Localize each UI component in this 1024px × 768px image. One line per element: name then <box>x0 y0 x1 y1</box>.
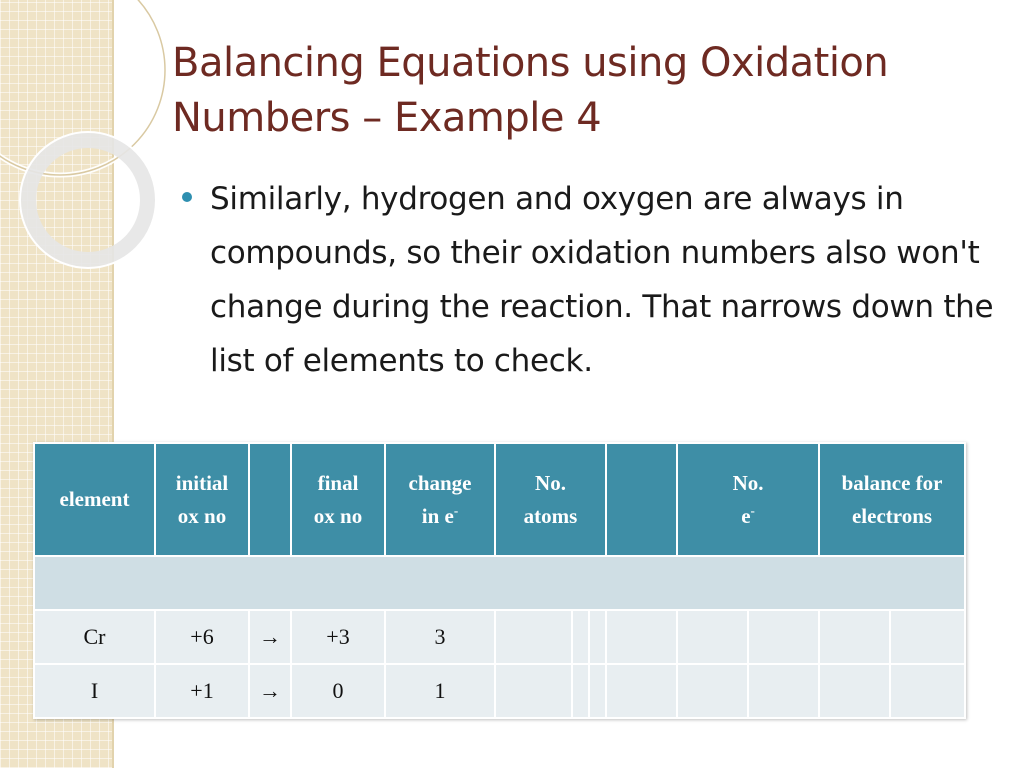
header-initial-line1: initial <box>175 470 229 495</box>
header-change-superscript: - <box>453 502 459 518</box>
cell-empty <box>748 664 819 718</box>
cell-final: +3 <box>291 610 385 664</box>
header-ne-superscript: - <box>750 502 755 518</box>
cell-empty <box>819 664 890 718</box>
header-change-line2: in e <box>421 503 454 528</box>
slide-title: Balancing Equations using Oxidation Numbers – Example 4 <box>172 40 889 141</box>
cell-initial: +6 <box>155 610 249 664</box>
cell-empty <box>890 664 965 718</box>
header-ne-line1: No. <box>732 470 764 495</box>
cell-final: 0 <box>291 664 385 718</box>
cell-change: 1 <box>385 664 495 718</box>
header-no-atoms <box>495 443 606 556</box>
header-element <box>34 443 155 556</box>
cell-empty <box>890 610 965 664</box>
bullet-point-icon <box>182 192 192 202</box>
cell-initial: +1 <box>155 664 249 718</box>
header-initial-line2: ox no <box>177 503 227 528</box>
header-atoms-line2: atoms <box>523 503 578 528</box>
header-balance-line1: balance for <box>841 470 943 495</box>
header-element-label: element <box>59 487 130 511</box>
cell-empty <box>495 610 572 664</box>
cell-arrow: → <box>249 610 291 664</box>
cell-empty <box>606 664 677 718</box>
small-ring-edge <box>20 132 156 268</box>
table-row-blank <box>34 556 965 610</box>
header-blank <box>606 443 677 556</box>
cell-empty <box>606 610 677 664</box>
header-arrow-blank <box>249 443 291 556</box>
cell-element: I <box>34 664 155 718</box>
header-final-ox-no <box>291 443 385 556</box>
cell-empty <box>748 610 819 664</box>
header-balance-for-electrons <box>819 443 965 556</box>
header-change-line1: change <box>408 470 472 495</box>
cell-change: 3 <box>385 610 495 664</box>
table-row <box>34 664 965 718</box>
cell-empty <box>677 664 748 718</box>
header-change-in-electrons <box>385 443 495 556</box>
header-atoms-line1: No. <box>535 470 566 495</box>
header-ne-line2: e <box>741 503 751 528</box>
cell-element: Cr <box>34 610 155 664</box>
large-ring <box>0 0 165 175</box>
header-final-line1: final <box>317 470 359 495</box>
table-cell-blank <box>34 556 965 610</box>
table-header-row <box>34 443 965 556</box>
header-no-electrons <box>677 443 819 556</box>
header-initial-ox-no <box>155 443 249 556</box>
bullet-text: Similarly, hydrogen and oxygen are always in compounds, so their oxidation numbers also won't change during the reaction. That narrows down the list of elements to check. <box>210 181 994 379</box>
cell-empty <box>677 610 748 664</box>
cell-empty <box>589 664 606 718</box>
header-final-line2: ox no <box>313 503 363 528</box>
small-ring <box>28 140 148 260</box>
oxidation-number-table <box>33 442 966 719</box>
cell-empty <box>589 610 606 664</box>
table-row <box>34 610 965 664</box>
cell-arrow: → <box>249 664 291 718</box>
header-balance-line2: electrons <box>851 503 933 528</box>
cell-empty <box>572 610 589 664</box>
cell-empty <box>572 664 589 718</box>
cell-empty <box>495 664 572 718</box>
cell-empty <box>819 610 890 664</box>
decorative-circles <box>0 0 170 320</box>
large-ring-shadow <box>0 0 165 175</box>
